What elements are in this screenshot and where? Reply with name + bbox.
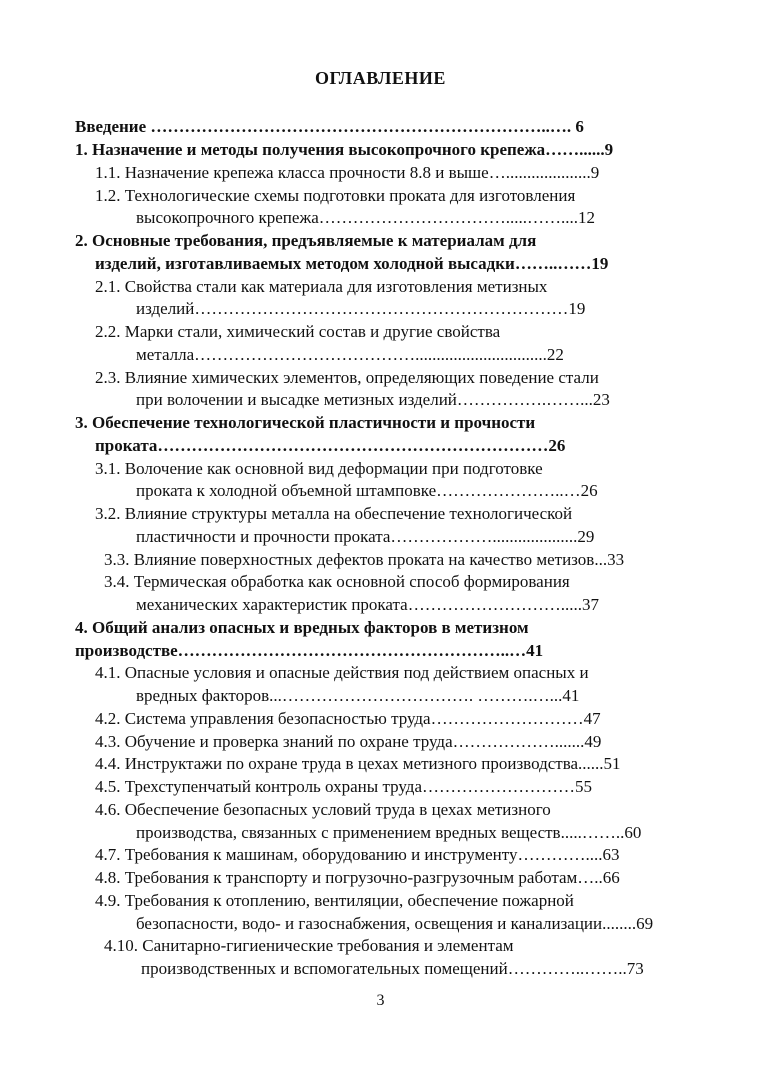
toc-entry: 4.10. Санитарно-гигиенические требования и элементам xyxy=(104,936,514,955)
toc-entry-continuation: производства, связанных с применением вредных веществ.....……..60 xyxy=(136,823,642,842)
toc-entry-continuation: безопасности, водо- и газоснабжения, освещения и канализации........69 xyxy=(136,914,654,933)
toc-entry: 4.9. Требования к отоплению, вентиляции, обеспечение пожарной xyxy=(95,891,574,910)
toc-entry-continuation: вредных факторов...……………………………. ……….…...41 xyxy=(136,686,580,705)
page-number: 3 xyxy=(376,992,385,1009)
toc-entry: 4.6. Обеспечение безопасных условий труда в цехах метизного xyxy=(95,800,551,819)
toc-entry-continuation: изделий, изготавливаемых методом холодной высадки……..……19 xyxy=(95,254,609,273)
toc-entry: 4. Общий анализ опасных и вредных факторов в метизном xyxy=(75,618,529,637)
toc-entry: Введение ……………………………………………………………..…. 6 xyxy=(75,117,584,136)
toc-entry: 1.2. Технологические схемы подготовки проката для изготовления xyxy=(95,186,576,205)
toc-entry: 2.2. Марки стали, химический состав и другие свойства xyxy=(95,322,501,341)
toc-entry: 4.3. Обучение и проверка знаний по охране труда……………….......49 xyxy=(95,732,602,751)
toc-entry: 3.4. Термическая обработка как основной способ формирования xyxy=(104,572,570,591)
toc-entry-continuation: металла…………………………………...............................22 xyxy=(136,345,564,364)
toc-entry: 4.2. Система управления безопасностью труда………………………47 xyxy=(95,709,601,728)
toc-entry-continuation: изделий…………………………………………………………19 xyxy=(136,299,586,318)
toc-entry: 1.1. Назначение крепежа класса прочности 8.8 и выше…....................9 xyxy=(95,163,600,182)
toc-entry: 2.1. Свойства стали как материала для изготовления метизных xyxy=(95,277,548,296)
toc-entry-continuation: высокопрочного крепежа…………………………….....……....12 xyxy=(136,208,595,227)
page-title: ОГЛАВЛЕНИЕ xyxy=(315,68,446,88)
toc-entry: 1. Назначение и методы получения высокопрочного крепежа……......9 xyxy=(75,140,614,159)
toc-entry: 4.1. Опасные условия и опасные действия под действием опасных и xyxy=(95,663,589,682)
toc-entry-continuation: проката……………………………………………………………26 xyxy=(95,436,566,455)
toc-entry: 3. Обеспечение технологической пластичности и прочности xyxy=(75,413,536,432)
toc-entry: 2.3. Влияние химических элементов, определяющих поведение стали xyxy=(95,368,599,387)
toc-entry-continuation: производственных и вспомогательных помещений…………..……..73 xyxy=(141,959,644,978)
toc-entry: 4.8. Требования к транспорту и погрузочно-разгрузочным работам…..66 xyxy=(95,868,620,887)
toc-entry: 3.2. Влияние структуры металла на обеспечение технологической xyxy=(95,504,573,523)
toc-entry-continuation: пластичности и прочности проката………………....................29 xyxy=(136,527,595,546)
toc-entry-continuation: проката к холодной объемной штамповке…………………..…26 xyxy=(136,481,598,500)
toc-entry: 3.3. Влияние поверхностных дефектов проката на качество метизов...33 xyxy=(104,550,625,569)
toc-entry: 4.5. Трехступенчатый контроль охраны труда………………………55 xyxy=(95,777,592,796)
toc-entry: 4.7. Требования к машинам, оборудованию и инструменту…………....63 xyxy=(95,845,620,864)
toc-entry-continuation: механических характеристик проката……………………….....37 xyxy=(136,595,599,614)
toc-entry-continuation: производстве…………………………………………………..…41 xyxy=(75,641,544,660)
toc-entry: 4.4. Инструктажи по охране труда в цехах метизного производства......51 xyxy=(95,754,621,773)
toc-entry: 2. Основные требования, предъявляемые к материалам для xyxy=(75,231,537,250)
toc-entry-continuation: при волочении и высадке метизных изделий…………….……...23 xyxy=(136,390,610,409)
toc-entry: 3.1. Волочение как основной вид деформации при подготовке xyxy=(95,459,543,478)
